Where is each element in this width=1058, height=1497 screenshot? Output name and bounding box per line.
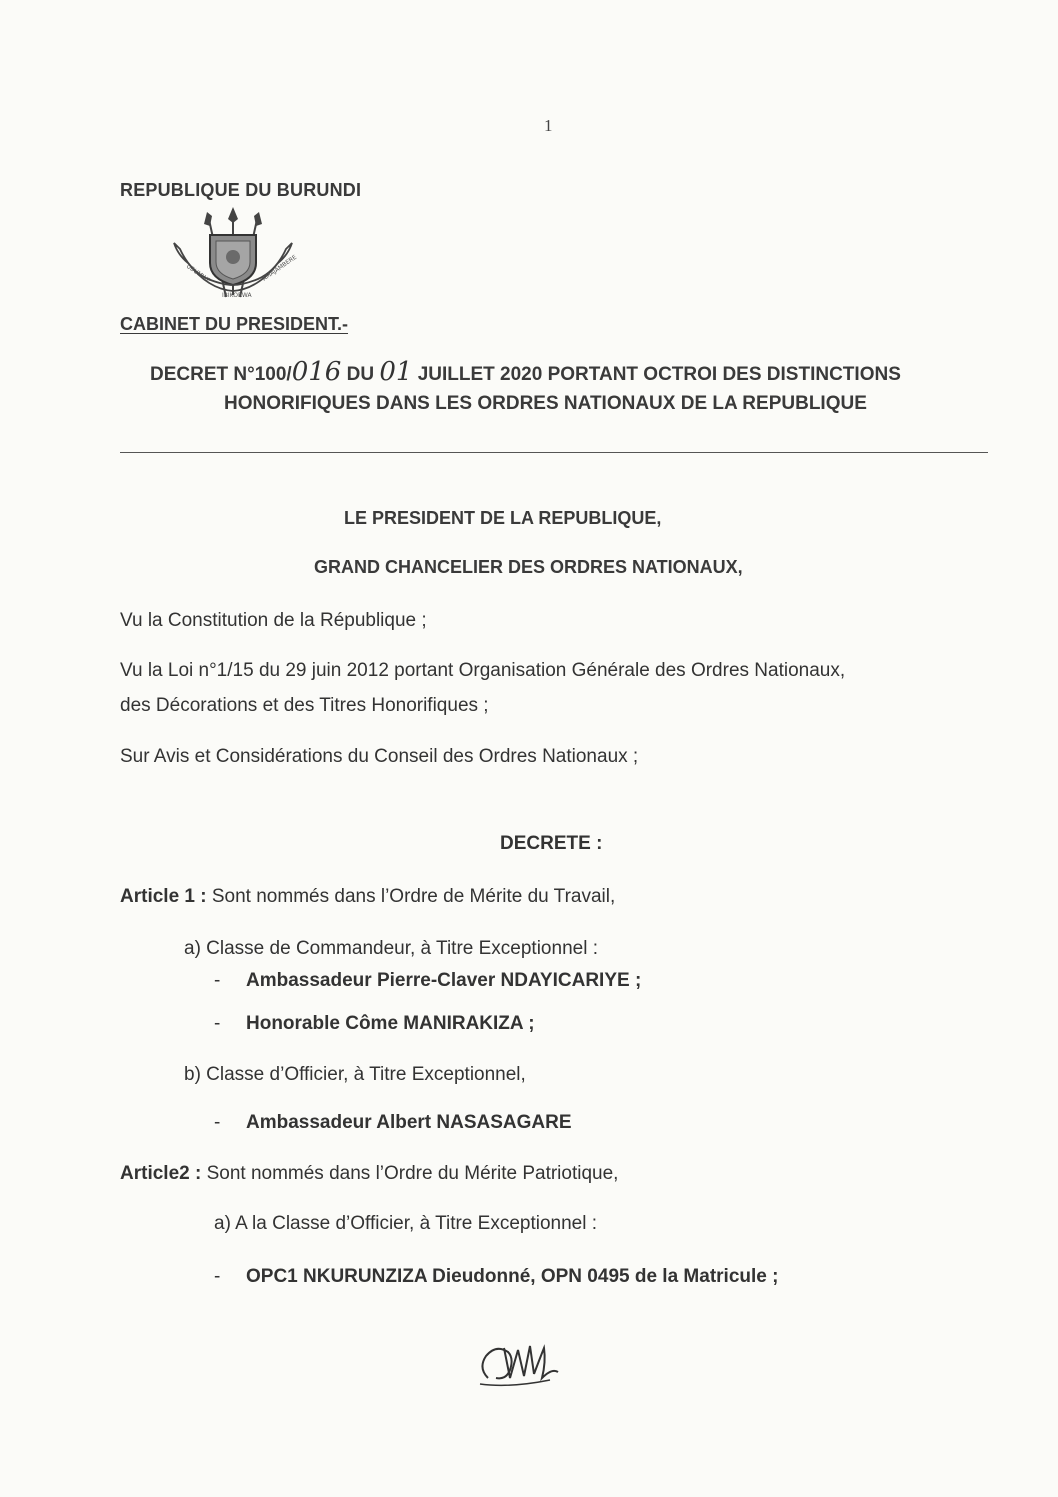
article1-heading <box>120 886 615 908</box>
title-part1: DECRET N°100/ <box>150 364 292 385</box>
article1-a-item2: Honorable Côme MANIRAKIZA ; <box>246 1013 535 1034</box>
article1-class-a: a) Classe de Commandeur, à Titre Exceptionnel : <box>184 938 598 959</box>
title-part3: JUILLET 2020 PORTANT OCTROI DES DISTINCTIONS <box>412 364 901 385</box>
vu-constitution: Vu la Constitution de la République ; <box>120 610 427 631</box>
article1-text: Sont nommés dans l’Ordre de Mérite du Travail, <box>206 886 616 907</box>
list-item-dash: - <box>214 1112 221 1133</box>
article1-a-item1: Ambassadeur Pierre-Claver NDAYICARIYE ; <box>246 970 642 991</box>
article2-heading <box>120 1163 618 1185</box>
page-number: 1 <box>544 116 553 135</box>
chancellor-heading: GRAND CHANCELIER DES ORDRES NATIONAUX, <box>314 557 743 577</box>
republic-header: REPUBLIQUE DU BURUNDI <box>120 180 362 200</box>
president-heading: LE PRESIDENT DE LA REPUBLIQUE, <box>344 508 662 528</box>
title-part2: DU <box>341 364 380 385</box>
svg-text:UBUMWE: UBUMWE <box>184 262 212 285</box>
list-item-dash: - <box>214 970 221 991</box>
avis-conseil: Sur Avis et Considérations du Conseil des Ordres Nationaux ; <box>120 746 639 767</box>
list-item-dash: - <box>214 1013 221 1034</box>
article2-text: Sont nommés dans l’Ordre du Mérite Patriotique, <box>201 1163 619 1184</box>
signature-initials-icon <box>470 1328 566 1392</box>
decree-title-line1 <box>150 357 901 387</box>
article2-class-a: a) A la Classe d’Officier, à Titre Exceptionnel : <box>214 1213 598 1234</box>
article2-label: Article2 : <box>120 1163 202 1184</box>
decrete-heading: DECRETE : <box>500 833 603 854</box>
vu-loi-line1: Vu la Loi n°1/15 du 29 juin 2012 portant Organisation Générale des Ordres Nationaux, <box>120 660 846 681</box>
article1-label: Article 1 : <box>120 886 207 907</box>
list-item-dash: - <box>214 1266 221 1287</box>
title-divider <box>120 452 988 453</box>
article1-class-b: b) Classe d’Officier, à Titre Exceptionnel, <box>184 1064 526 1085</box>
article2-a-item1: OPC1 NKURUNZIZA Dieudonné, OPN 0495 de la Matricule ; <box>246 1266 779 1287</box>
burundi-coat-of-arms-icon <box>168 205 298 309</box>
svg-text:IBIKORWA: IBIKORWA <box>222 292 252 299</box>
cabinet-header: CABINET DU PRESIDENT.- <box>120 314 349 334</box>
vu-loi-line2: des Décorations et des Titres Honorifiques ; <box>120 695 489 716</box>
decree-title-line2: HONORIFIQUES DANS LES ORDRES NATIONAUX DE LA REPUBLIQUE <box>224 393 867 414</box>
svg-text:AMAJAMBERE: AMAJAMBERE <box>261 253 298 283</box>
article1-b-item1: Ambassadeur Albert NASASAGARE <box>246 1112 572 1133</box>
handwritten-day: 01 <box>379 357 413 387</box>
handwritten-number: 016 <box>291 357 342 387</box>
